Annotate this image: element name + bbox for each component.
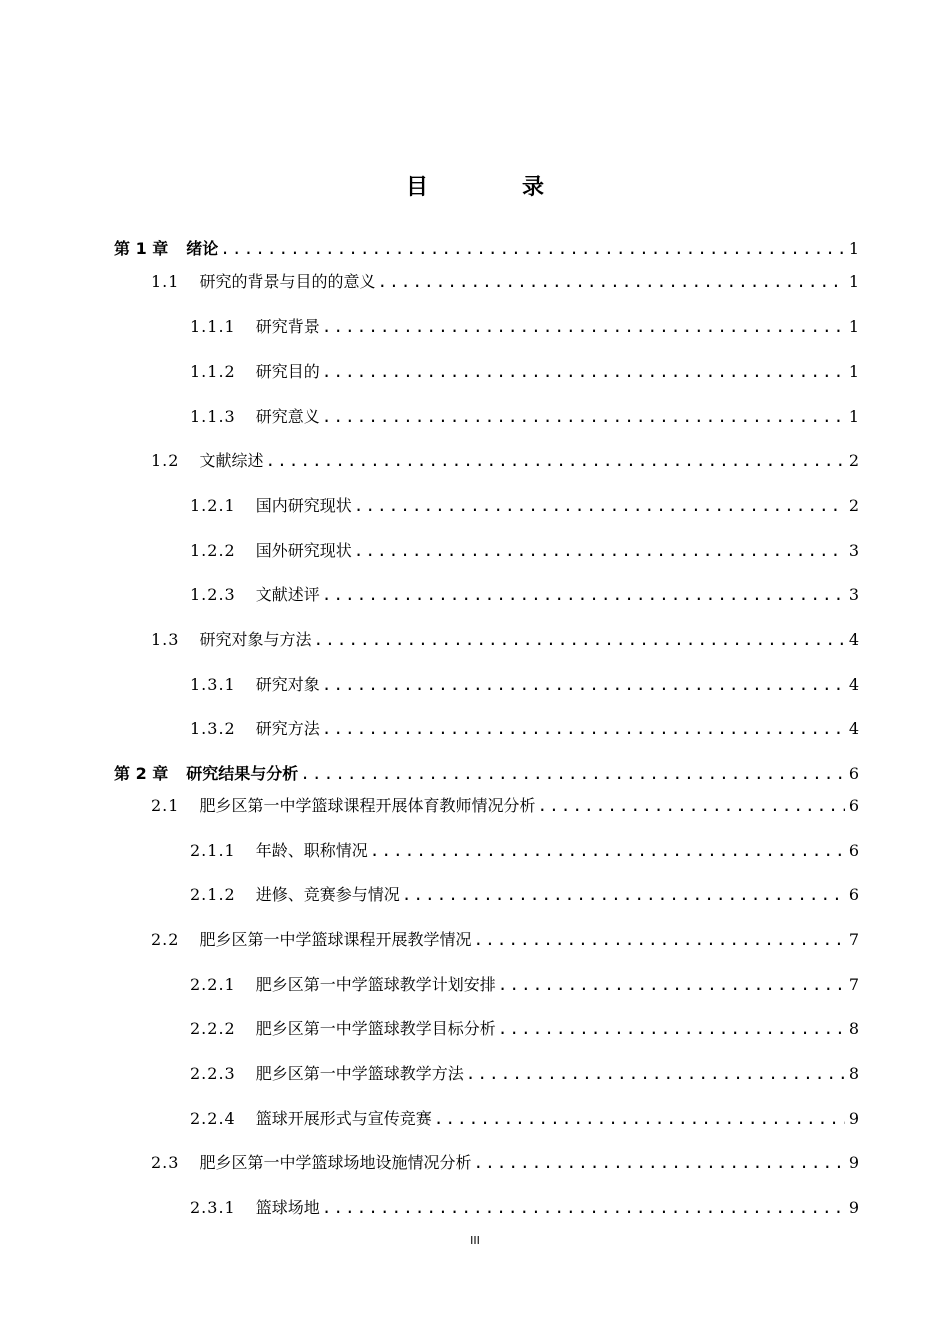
toc-entry-page: 3	[848, 585, 859, 604]
toc-entry-label: 篮球场地	[255, 1198, 320, 1217]
dot-leader	[220, 237, 845, 261]
toc-entry[interactable]	[151, 270, 859, 294]
toc-entry-number: 2.3	[151, 1153, 180, 1172]
toc-entry[interactable]	[151, 628, 859, 652]
toc-entry[interactable]	[190, 1062, 859, 1086]
toc-entry-page: 1	[848, 317, 859, 336]
toc-entry-label: 国外研究现状	[255, 541, 352, 560]
toc-entry-page: 1	[848, 272, 859, 291]
toc-entry-page: 6	[848, 841, 859, 860]
dot-leader	[377, 270, 844, 294]
toc-entry-page: 8	[848, 1064, 859, 1083]
toc-entry[interactable]	[190, 717, 859, 741]
toc-entry[interactable]	[190, 673, 859, 697]
toc-entry-page: 6	[848, 796, 859, 815]
dot-leader	[402, 883, 845, 907]
toc-entry-page: 2	[848, 451, 859, 470]
toc-entry-page: 1	[848, 362, 859, 381]
toc-entry-page: 9	[848, 1153, 859, 1172]
toc-entry-page: 8	[848, 1019, 859, 1038]
toc-entry-number: 1.2.2	[190, 541, 236, 560]
toc-entry-label: 篮球开展形式与宣传竞赛	[255, 1109, 432, 1128]
dot-leader	[322, 315, 845, 339]
toc-entry-label: 肥乡区第一中学篮球课程开展教学情况	[199, 930, 472, 949]
toc-entry-number: 1.1.1	[190, 317, 236, 336]
toc-entry-number: 1.1.3	[190, 407, 236, 426]
toc-entry[interactable]	[190, 494, 859, 518]
toc-entry-page: 4	[848, 719, 859, 738]
dot-leader	[300, 762, 845, 786]
toc-entry-label: 研究对象与方法	[199, 630, 312, 649]
toc-entry-label: 肥乡区第一中学篮球教学目标分析	[255, 1019, 496, 1038]
toc-entry[interactable]	[151, 449, 859, 473]
toc-entry-number: 第 1 章	[114, 239, 169, 258]
toc-entry-label: 研究的背景与目的的意义	[199, 272, 376, 291]
toc-entry-page: 9	[848, 1198, 859, 1217]
toc-entry-number: 第 2 章	[114, 764, 169, 783]
toc-entry-page: 3	[848, 541, 859, 560]
toc-entry-label: 文献述评	[255, 585, 320, 604]
dot-leader	[313, 628, 844, 652]
toc-entry-number: 2.2.1	[190, 975, 236, 994]
toc-entry-label: 年龄、职称情况	[255, 841, 368, 860]
dot-leader	[498, 1017, 845, 1041]
dot-leader	[322, 1196, 845, 1220]
toc-entry-label: 绪论	[186, 239, 219, 258]
toc-entry-number: 2.1.1	[190, 841, 236, 860]
page-number-footer: III	[470, 1234, 480, 1247]
toc-entry[interactable]	[190, 1107, 859, 1131]
dot-leader	[434, 1107, 845, 1131]
toc-entry-page: 7	[848, 930, 859, 949]
toc-entry-page: 4	[848, 675, 859, 694]
toc-entry-label: 肥乡区第一中学篮球场地设施情况分析	[199, 1153, 472, 1172]
toc-entry[interactable]	[190, 883, 859, 907]
toc-entry-page: 6	[848, 885, 859, 904]
toc-entry-page: 9	[848, 1109, 859, 1128]
toc-entry-label: 进修、竞赛参与情况	[255, 885, 400, 904]
dot-leader	[537, 794, 844, 818]
dot-leader	[354, 539, 845, 563]
toc-entry-label: 肥乡区第一中学篮球教学计划安排	[255, 975, 496, 994]
toc-entry[interactable]	[190, 1017, 859, 1041]
dot-leader	[370, 839, 845, 863]
dot-leader	[473, 1151, 844, 1175]
toc-entry-page: 2	[848, 496, 859, 515]
toc-entry-label: 研究方法	[255, 719, 320, 738]
toc-entry-number: 1.3.1	[190, 675, 236, 694]
toc-entry[interactable]	[190, 405, 859, 429]
toc-entry[interactable]	[151, 1151, 859, 1175]
dot-leader	[322, 405, 845, 429]
dot-leader	[354, 494, 845, 518]
dot-leader	[265, 449, 844, 473]
toc-entry[interactable]	[151, 794, 859, 818]
toc-entry[interactable]	[190, 839, 859, 863]
toc-entry-number: 2.2.2	[190, 1019, 236, 1038]
toc-entry-number: 1.1.2	[190, 362, 236, 381]
toc-entry-number: 2.3.1	[190, 1198, 236, 1217]
dot-leader	[322, 717, 845, 741]
toc-entry-number: 1.3.2	[190, 719, 236, 738]
toc-entry-number: 2.1	[151, 796, 180, 815]
toc-entry-label: 研究对象	[255, 675, 320, 694]
toc-entry-number: 1.3	[151, 630, 180, 649]
toc-entry-number: 1.2.1	[190, 496, 236, 515]
toc-entry-number: 1.2.3	[190, 585, 236, 604]
toc-entry[interactable]	[114, 762, 859, 786]
toc-entry-label: 研究结果与分析	[186, 764, 299, 783]
toc-entry-page: 4	[848, 630, 859, 649]
toc-entry-number: 2.2.4	[190, 1109, 236, 1128]
toc-entry-label: 研究背景	[255, 317, 320, 336]
toc-entry-page: 7	[848, 975, 859, 994]
dot-leader	[322, 360, 845, 384]
toc-entry-page: 1	[848, 239, 859, 258]
dot-leader	[466, 1062, 845, 1086]
toc-entry-number: 2.1.2	[190, 885, 236, 904]
toc-entry[interactable]	[190, 539, 859, 563]
toc-entry-number: 1.2	[151, 451, 180, 470]
dot-leader	[322, 673, 845, 697]
dot-leader	[322, 583, 845, 607]
toc-entry-page: 6	[848, 764, 859, 783]
page-title: 目 录	[405, 175, 580, 200]
toc-entry-label: 研究目的	[255, 362, 320, 381]
toc-entry-label: 文献综述	[199, 451, 264, 470]
toc-entry[interactable]	[190, 583, 859, 607]
toc-entry[interactable]	[151, 928, 859, 952]
dot-leader	[498, 973, 845, 997]
toc-entry-number: 2.2.3	[190, 1064, 236, 1083]
toc-entry[interactable]	[190, 315, 859, 339]
toc-entry-label: 国内研究现状	[255, 496, 352, 515]
toc-entry-label: 研究意义	[255, 407, 320, 426]
toc-entry[interactable]	[190, 1196, 859, 1220]
toc-entry-number: 1.1	[151, 272, 180, 291]
toc-entry-number: 2.2	[151, 930, 180, 949]
dot-leader	[473, 928, 844, 952]
toc-entry[interactable]	[190, 360, 859, 384]
toc-entry-page: 1	[848, 407, 859, 426]
toc-entry[interactable]	[190, 973, 859, 997]
toc-entry-label: 肥乡区第一中学篮球课程开展体育教师情况分析	[199, 796, 536, 815]
toc-entry[interactable]	[114, 237, 859, 261]
toc-entry-label: 肥乡区第一中学篮球教学方法	[255, 1064, 464, 1083]
